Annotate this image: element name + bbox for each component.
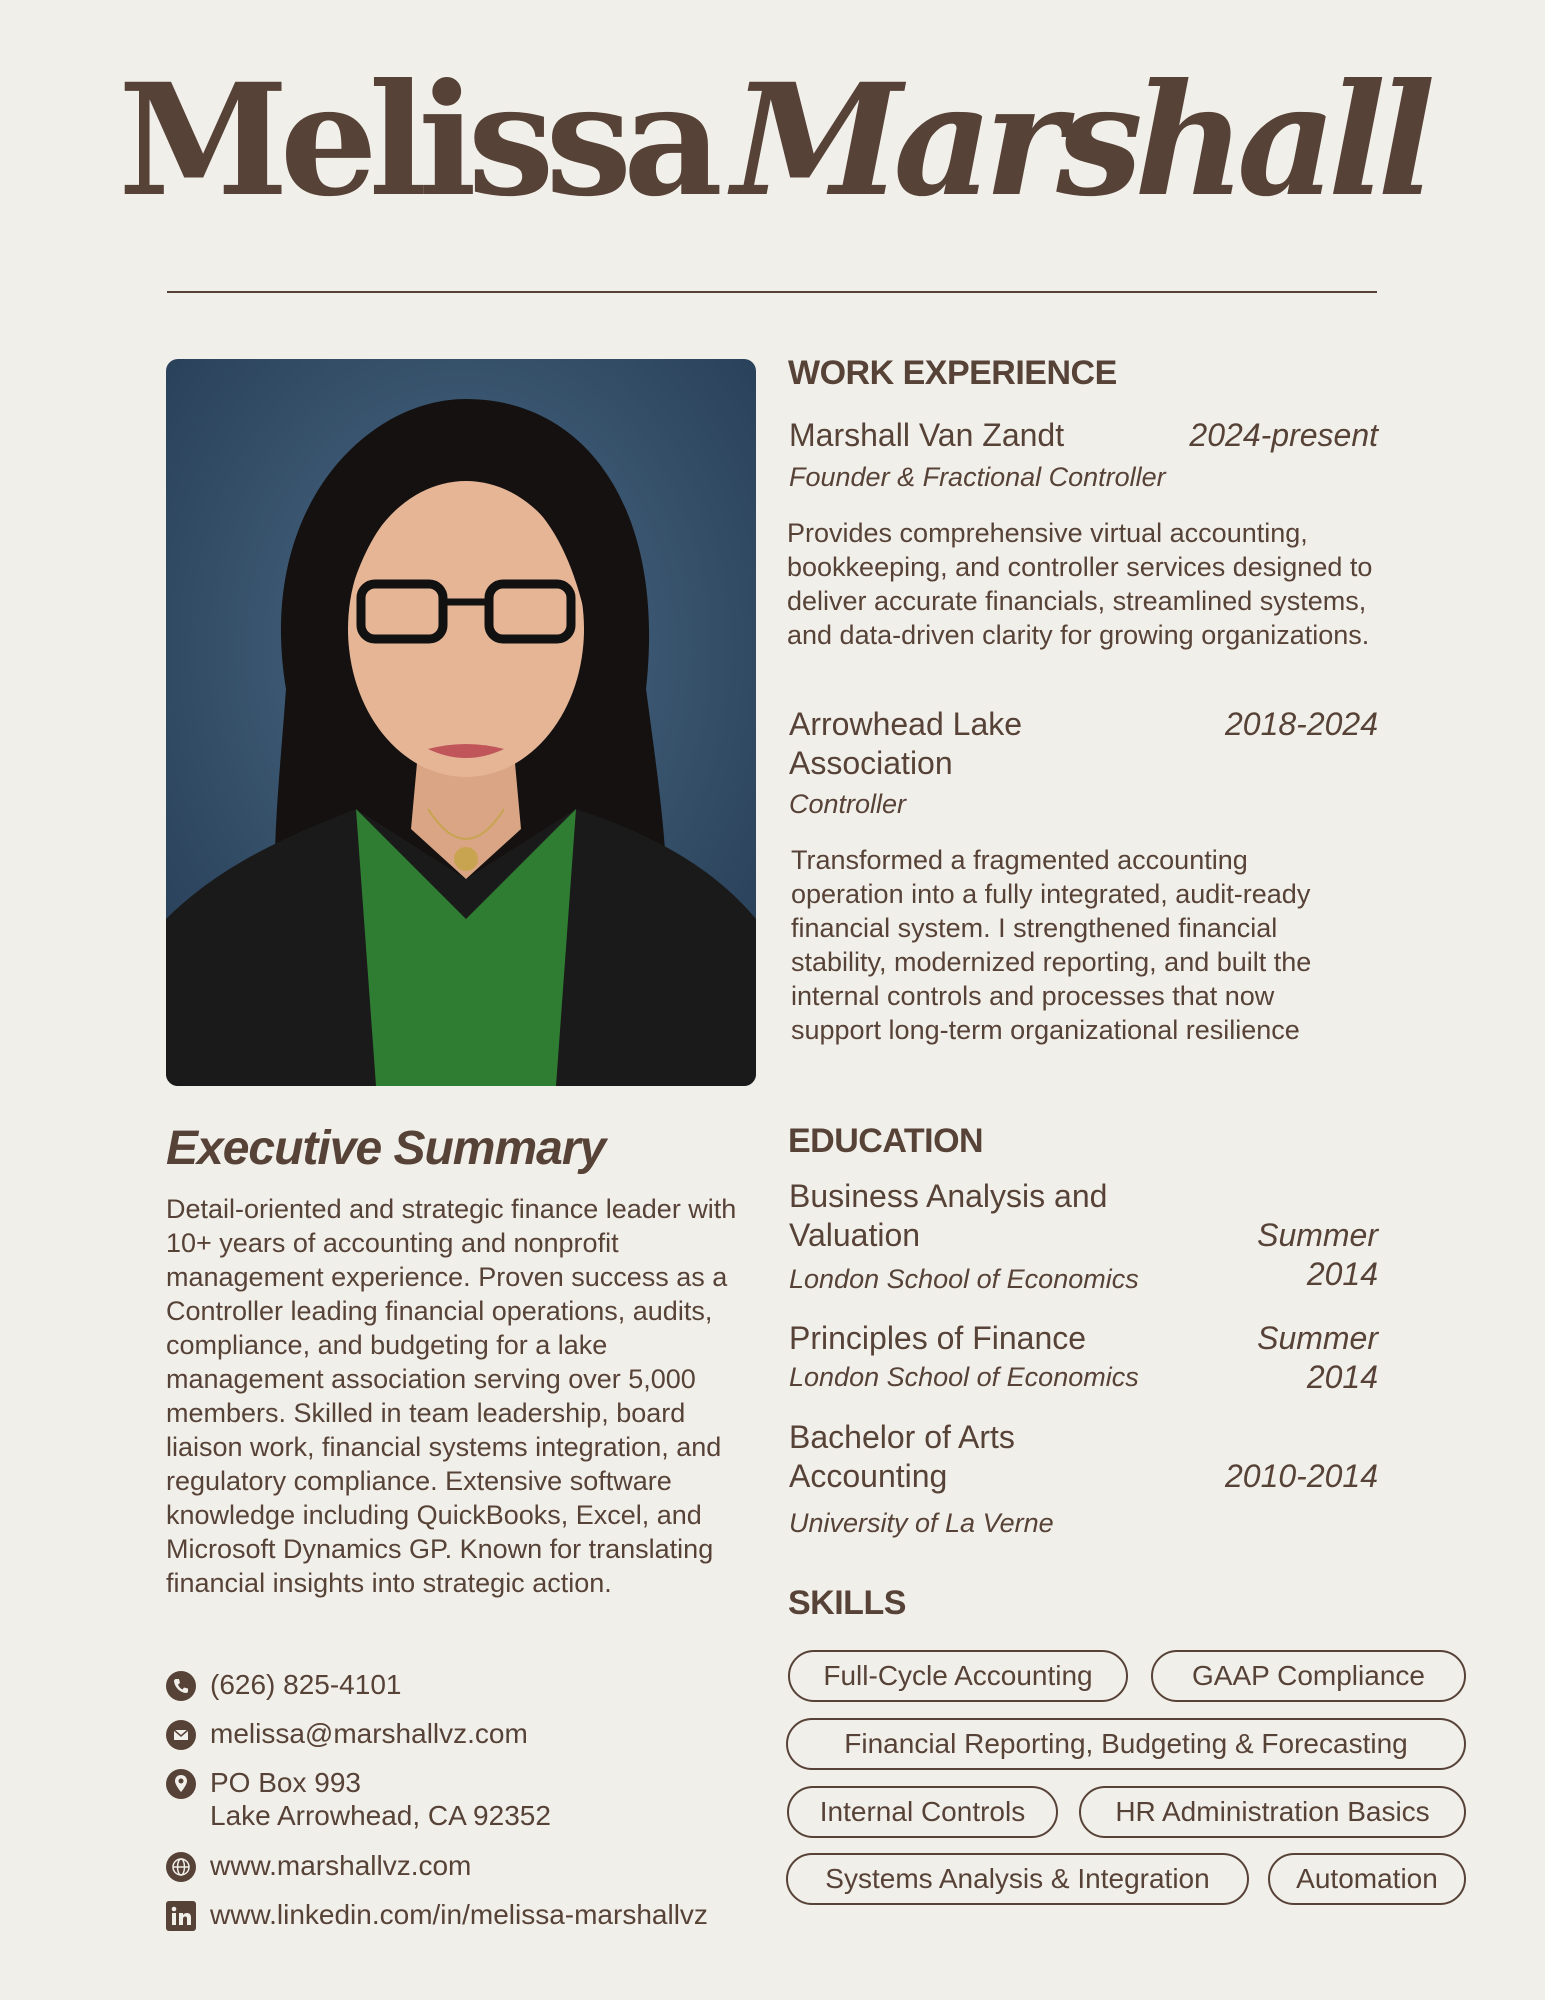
skill-tag: Full-Cycle Accounting xyxy=(788,1650,1128,1702)
job-2-role: Controller xyxy=(789,789,907,819)
contact-email xyxy=(166,1717,786,1750)
phone-icon xyxy=(166,1671,196,1701)
address-line-2: Lake Arrowhead, CA 92352 xyxy=(210,1800,551,1831)
portrait-photo xyxy=(166,359,756,1086)
contact-website xyxy=(166,1849,786,1882)
contact-phone xyxy=(166,1668,786,1701)
executive-summary-heading: Executive Summary xyxy=(166,1122,606,1175)
education-1-date-line1: Summer xyxy=(1257,1217,1378,1253)
work-experience-heading: WORK EXPERIENCE xyxy=(788,354,1117,392)
last-name: Marshall xyxy=(731,50,1427,231)
education-2-date-line1: Summer xyxy=(1257,1320,1378,1356)
job-1-org: Marshall Van Zandt xyxy=(789,417,1065,453)
location-pin-icon xyxy=(166,1769,196,1799)
job-2-header xyxy=(789,705,1378,783)
job-2-org: Arrowhead Lake Association xyxy=(789,706,1023,781)
skills-heading: SKILLS xyxy=(788,1584,906,1622)
skill-tag: HR Administration Basics xyxy=(1079,1786,1466,1838)
globe-icon xyxy=(166,1852,196,1882)
email-icon xyxy=(166,1720,196,1750)
phone-number: (626) 825-4101 xyxy=(210,1669,402,1700)
education-2-school: London School of Economics xyxy=(789,1362,1139,1392)
job-2-description: Transformed a fragmented accounting operation into a fully integrated, audit-ready financial system. I strengthened financial stability, modernized reporting, and built the internal controls and processes that now support long-term organizational resilience xyxy=(791,845,1312,1045)
skill-tag: Financial Reporting, Budgeting & Forecasting xyxy=(786,1718,1466,1770)
skill-tag: Systems Analysis & Integration xyxy=(786,1853,1249,1905)
education-1-date xyxy=(789,1216,1378,1294)
website-url[interactable]: www.marshallvz.com xyxy=(210,1850,472,1881)
skill-tag: GAAP Compliance xyxy=(1151,1650,1466,1702)
education-2-date-line2: 2014 xyxy=(1306,1359,1378,1395)
education-1-program: Business Analysis and Valuation xyxy=(789,1178,1108,1253)
address-line-1: PO Box 993 xyxy=(210,1767,361,1798)
skill-tag: Automation xyxy=(1268,1853,1466,1905)
job-1-header xyxy=(789,416,1378,455)
first-name: Melissa xyxy=(118,50,714,231)
linkedin-icon xyxy=(166,1901,196,1931)
email-address[interactable]: melissa@marshallvz.com xyxy=(210,1718,528,1749)
linkedin-url[interactable]: www.linkedin.com/in/melissa-marshallvz xyxy=(210,1899,708,1930)
resume-name xyxy=(0,50,1545,231)
education-3-school: University of La Verne xyxy=(789,1508,1054,1538)
contact-address xyxy=(166,1766,786,1832)
education-heading: EDUCATION xyxy=(788,1122,984,1160)
skill-tag: Internal Controls xyxy=(787,1786,1058,1838)
education-3-dates: 2010-2014 xyxy=(1224,1458,1378,1494)
executive-summary-text: Detail-oriented and strategic finance leader with 10+ years of accounting and nonprofit management experience. Proven success as a Controller leading financial operations, audits, compliance, and budgeting for a lake management association serving over 5,000 members. Skilled in team leadership, board liaison work, financial systems integration, and regulatory compliance. Extensive software knowledge including QuickBooks, Excel, and Microsoft Dynamics GP. Known for translating financial insights into strategic action. xyxy=(166,1194,737,1598)
job-1-role: Founder & Fractional Controller xyxy=(789,462,1166,492)
job-2-dates: 2018-2024 xyxy=(1224,706,1378,742)
address xyxy=(210,1766,551,1832)
education-1-date-line2: 2014 xyxy=(1306,1256,1378,1292)
education-2-program: Principles of Finance xyxy=(789,1320,1087,1356)
education-3-program: Bachelor of Arts Accounting xyxy=(789,1419,1015,1494)
job-1-description: Provides comprehensive virtual accounting, bookkeeping, and controller services designed to deliver accurate financials, streamlined systems, and data-driven clarity for growing organizations. xyxy=(787,518,1373,650)
contact-linkedin xyxy=(166,1898,786,1931)
header-divider xyxy=(167,291,1377,293)
education-3-header xyxy=(789,1418,1378,1496)
education-1-school: London School of Economics xyxy=(789,1264,1139,1294)
job-1-dates: 2024-present xyxy=(1189,417,1378,453)
